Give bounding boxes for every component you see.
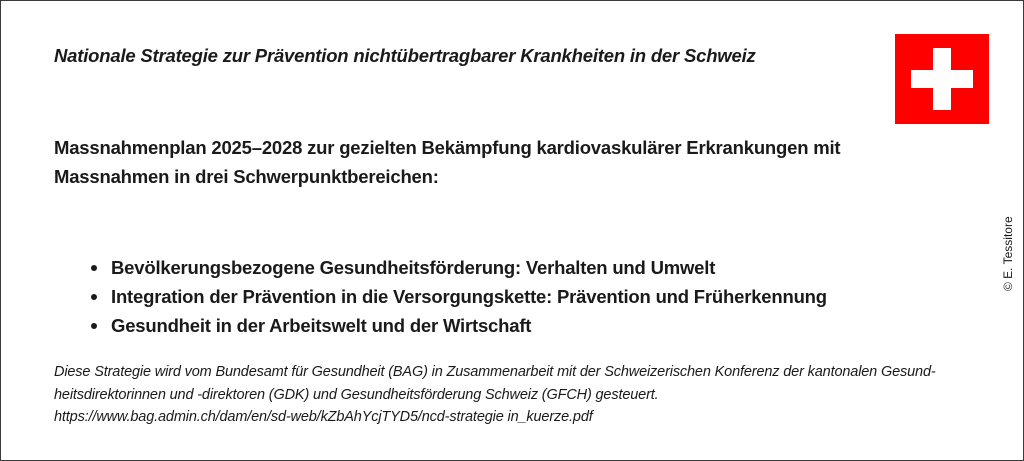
list-item-text: Integration der Prävention in die Versorgungskette: Prävention und Früherkennung (111, 286, 827, 307)
note-line-1: Diese Strategie wird vom Bundesamt für Gesundheit (BAG) in Zusammenarbeit mit der Schweizerischen Konferenz der kantonalen Gesund- (54, 364, 936, 380)
document-title: Nationale Strategie zur Prävention nichtübertragbarer Krankheiten in der Schweiz (54, 45, 756, 66)
list-item-text: Bevölkerungsbezogene Gesundheitsförderung: Verhalten und Umwelt (111, 257, 716, 278)
flag-cross-vertical (933, 48, 951, 110)
list-item (91, 282, 827, 311)
source-url: https://www.bag.admin.ch/dam/en/sd-web/kZbAhYcjTYD5/ncd-strategie in_kuerze.pdf (54, 409, 593, 425)
swiss-flag-icon (895, 34, 989, 124)
photo-credit: © E. Tessitore (1001, 216, 1015, 291)
list-item (91, 253, 827, 282)
heading-line-2: Massnahmen in drei Schwerpunktbereichen: (54, 166, 439, 187)
focus-areas-list (91, 253, 827, 340)
bullet-dot-icon (91, 323, 97, 329)
list-item (91, 311, 827, 340)
source-note (54, 361, 994, 429)
heading-line-1: Massnahmenplan 2025–2028 zur gezielten Bekämpfung kardiovaskulärer Erkrankungen mit (54, 137, 841, 158)
note-line-2: heitsdirektorinnen und -direktoren (GDK) und Gesundheitsförderung Schweiz (GFCH) gesteuert. (54, 386, 659, 403)
bullet-dot-icon (91, 265, 97, 271)
bullet-dot-icon (91, 294, 97, 300)
action-plan-heading (54, 133, 894, 191)
list-item-text: Gesundheit in der Arbeitswelt und der Wirtschaft (111, 315, 532, 336)
